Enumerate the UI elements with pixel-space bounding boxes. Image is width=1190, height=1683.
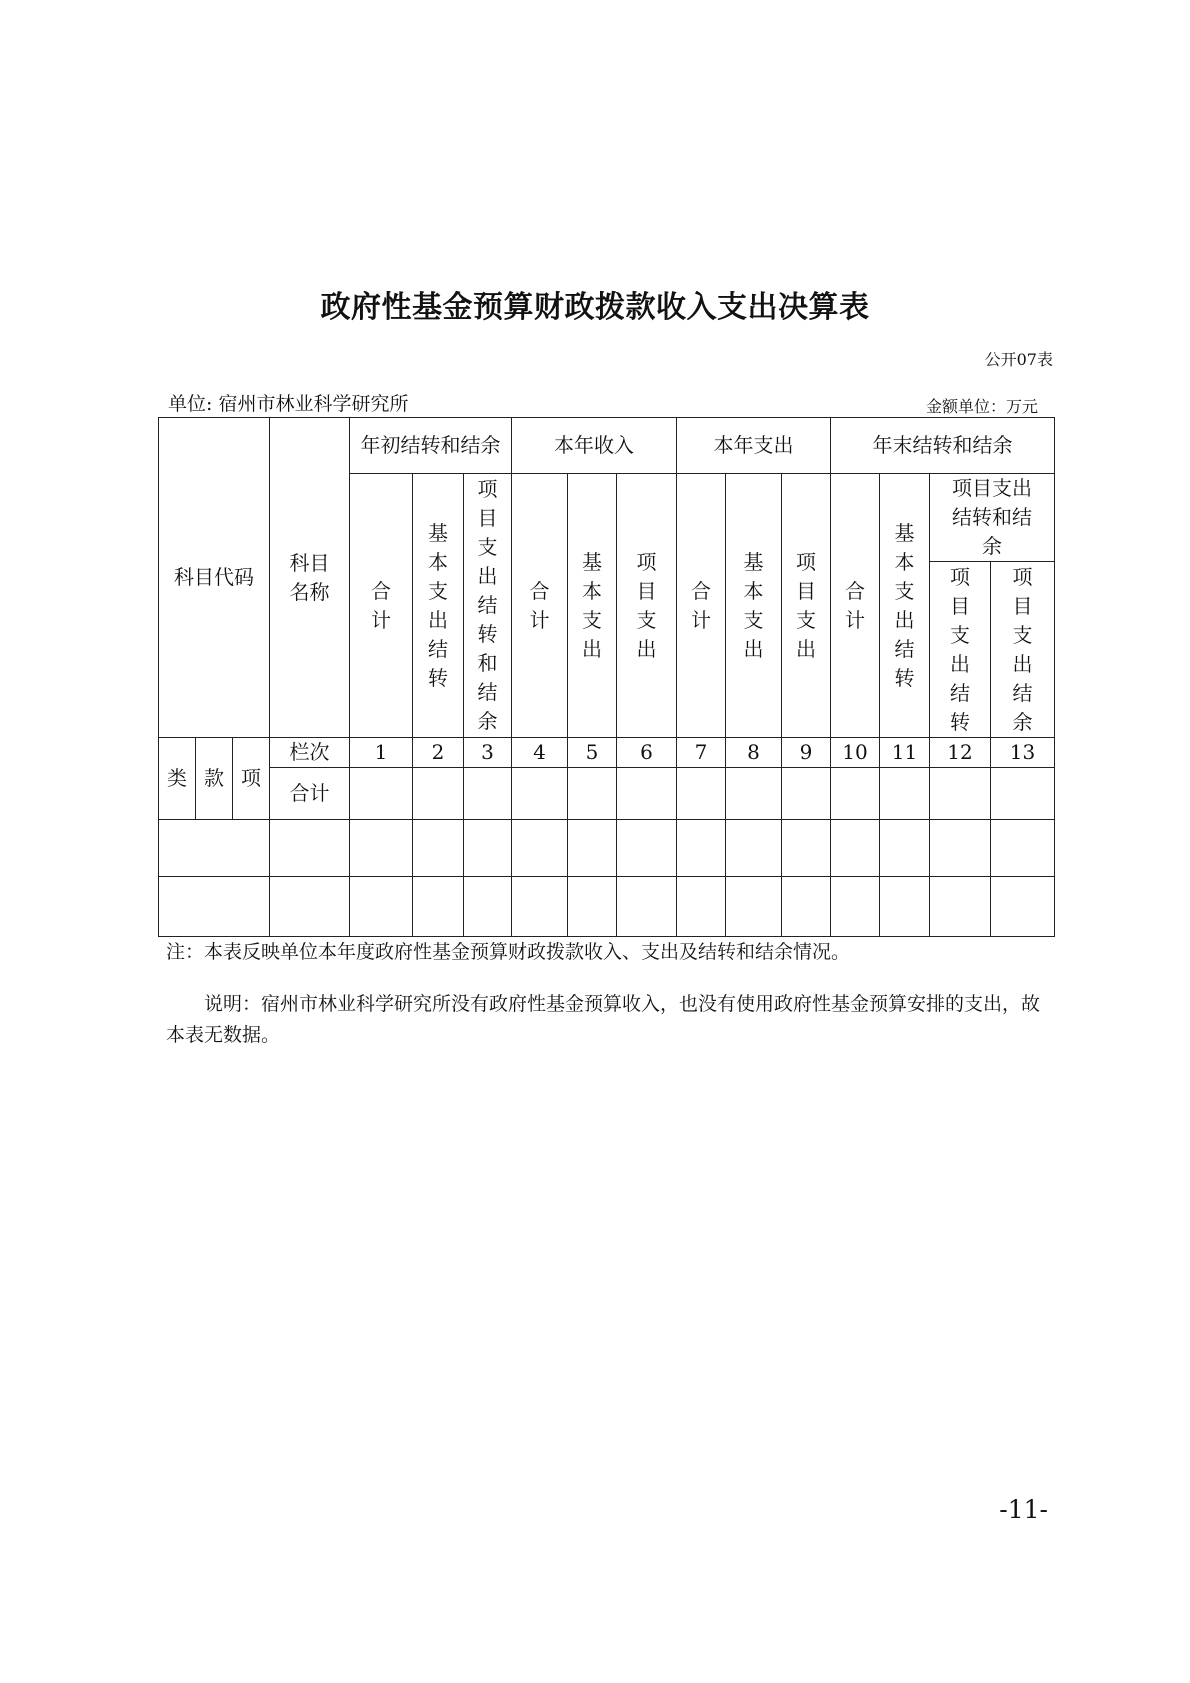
table-cell bbox=[270, 877, 350, 937]
table-cell bbox=[726, 820, 782, 877]
table-cell bbox=[413, 768, 464, 820]
header-lanci: 栏次 bbox=[270, 738, 350, 768]
header-proj-surplus-4: 项目支出结余 bbox=[991, 562, 1055, 738]
table-cell bbox=[512, 768, 568, 820]
table-cell bbox=[991, 768, 1055, 820]
col-number-9: 9 bbox=[782, 738, 831, 768]
table-cell bbox=[159, 820, 270, 877]
header-proj-carry-surplus-1: 项目支出结转和结余 bbox=[464, 474, 512, 738]
table-cell bbox=[677, 820, 726, 877]
col-number-8: 8 bbox=[726, 738, 782, 768]
col-number-12: 12 bbox=[930, 738, 991, 768]
header-kuan: 款 bbox=[196, 738, 233, 820]
col-number-7: 7 bbox=[677, 738, 726, 768]
table-cell bbox=[350, 877, 413, 937]
header-basic-carry-4: 基本支出结转 bbox=[880, 474, 930, 738]
table-cell bbox=[350, 820, 413, 877]
description-paragraph: 说明：宿州市林业科学研究所没有政府性基金预算收入，也没有使用政府性基金预算安排的支出，故本表无数据。 bbox=[166, 993, 1041, 1046]
table-cell bbox=[617, 768, 677, 820]
table-cell bbox=[512, 877, 568, 937]
table-cell bbox=[568, 877, 617, 937]
table-cell bbox=[831, 820, 880, 877]
col-number-3: 3 bbox=[464, 738, 512, 768]
header-subject-name: 科目名称 bbox=[270, 418, 350, 738]
table-cell bbox=[413, 877, 464, 937]
header-group-expense: 本年支出 bbox=[677, 418, 831, 474]
header-group-income: 本年收入 bbox=[512, 418, 677, 474]
header-proj-carry-surplus-4: 项目支出结转和结余 bbox=[930, 474, 1055, 562]
header-proj-exp-3: 项目支出 bbox=[782, 474, 831, 738]
table-cell bbox=[991, 820, 1055, 877]
col-number-6: 6 bbox=[617, 738, 677, 768]
table-cell bbox=[831, 768, 880, 820]
table-cell bbox=[413, 820, 464, 877]
table-cell bbox=[464, 877, 512, 937]
col-number-2: 2 bbox=[413, 738, 464, 768]
table-row bbox=[159, 877, 1055, 937]
table-cell bbox=[159, 877, 270, 937]
table-cell bbox=[350, 768, 413, 820]
table-cell bbox=[930, 877, 991, 937]
table-cell bbox=[991, 877, 1055, 937]
header-basic-exp-3: 基本支出 bbox=[726, 474, 782, 738]
header-total-4: 合计 bbox=[831, 474, 880, 738]
table-cell bbox=[880, 877, 930, 937]
table-cell bbox=[512, 820, 568, 877]
table-cell bbox=[782, 877, 831, 937]
col-number-11: 11 bbox=[880, 738, 930, 768]
table-cell bbox=[726, 877, 782, 937]
table-cell bbox=[464, 820, 512, 877]
table-cell bbox=[930, 768, 991, 820]
col-number-4: 4 bbox=[512, 738, 568, 768]
header-group-opening: 年初结转和结余 bbox=[350, 418, 512, 474]
table-cell bbox=[782, 820, 831, 877]
header-basic-exp-2: 基本支出 bbox=[568, 474, 617, 738]
table-cell bbox=[568, 768, 617, 820]
budget-table bbox=[158, 417, 1055, 937]
header-subject-code: 科目代码 bbox=[159, 418, 270, 738]
header-basic-carry-1: 基本支出结转 bbox=[413, 474, 464, 738]
col-number-13: 13 bbox=[991, 738, 1055, 768]
page-title: 政府性基金预算财政拨款收入支出决算表 bbox=[320, 290, 870, 325]
header-group-closing: 年末结转和结余 bbox=[831, 418, 1055, 474]
header-proj-exp-2: 项目支出 bbox=[617, 474, 677, 738]
header-xiang: 项 bbox=[233, 738, 270, 820]
header-proj-carry-4: 项目支出结转 bbox=[930, 562, 991, 738]
table-row bbox=[159, 820, 1055, 877]
row-total-label: 合计 bbox=[270, 768, 350, 820]
table-cell bbox=[677, 768, 726, 820]
table-number: 公开07表 bbox=[984, 350, 1053, 369]
table-cell bbox=[831, 877, 880, 937]
table-cell bbox=[880, 820, 930, 877]
table-cell bbox=[677, 877, 726, 937]
table-cell bbox=[617, 820, 677, 877]
col-number-5: 5 bbox=[568, 738, 617, 768]
table-cell bbox=[464, 768, 512, 820]
col-number-10: 10 bbox=[831, 738, 880, 768]
unit-label: 单位: 宿州市林业科学研究所 bbox=[168, 393, 409, 415]
header-total-3: 合计 bbox=[677, 474, 726, 738]
table-cell bbox=[568, 820, 617, 877]
money-unit-label: 金额单位：万元 bbox=[925, 397, 1038, 416]
header-total-2: 合计 bbox=[512, 474, 568, 738]
table-cell bbox=[880, 768, 930, 820]
table-cell bbox=[617, 877, 677, 937]
table-cell bbox=[270, 820, 350, 877]
col-number-1: 1 bbox=[350, 738, 413, 768]
table-note: 注：本表反映单位本年度政府性基金预算财政拨款收入、支出及结转和结余情况。 bbox=[166, 941, 851, 963]
table-cell bbox=[782, 768, 831, 820]
page-number: -11- bbox=[999, 1495, 1048, 1524]
header-lei: 类 bbox=[159, 738, 196, 820]
table-cell bbox=[930, 820, 991, 877]
table-cell bbox=[726, 768, 782, 820]
header-total-1: 合计 bbox=[350, 474, 413, 738]
